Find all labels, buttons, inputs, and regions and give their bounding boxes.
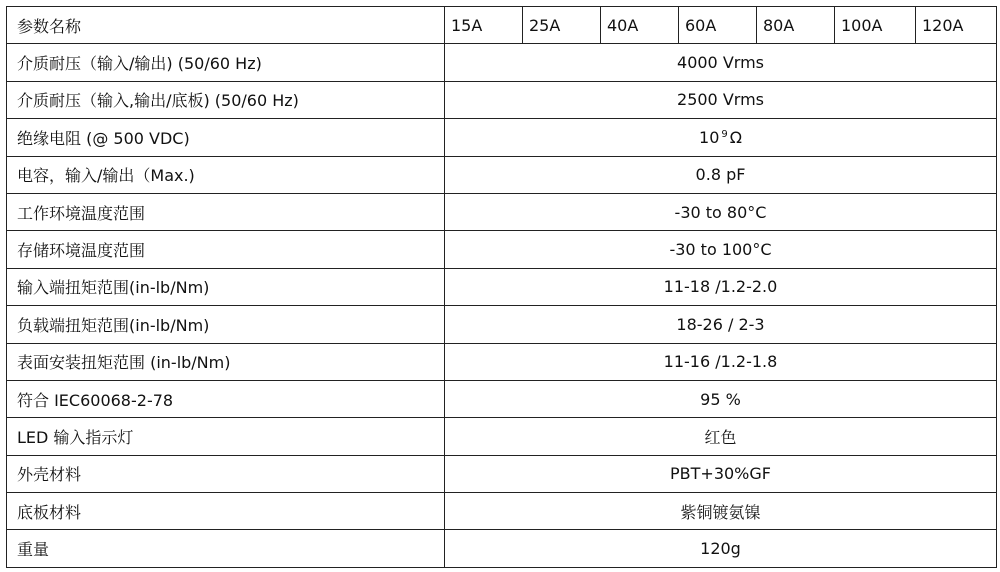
table-row — [7, 193, 997, 230]
header-current-60a: 60A — [679, 7, 757, 44]
table-row — [7, 455, 997, 492]
row-value: 11-18 /1.2-2.0 — [445, 268, 997, 305]
table-row — [7, 306, 997, 343]
table-row — [7, 493, 997, 530]
header-current-100a: 100A — [835, 7, 916, 44]
row-value: 11-16 /1.2-1.8 — [445, 343, 997, 380]
row-param: 介质耐压（输入,输出/底板) (50/60 Hz) — [7, 81, 445, 118]
row-param: 重量 — [7, 530, 445, 567]
table-row — [7, 156, 997, 193]
row-value: 2500 Vrms — [445, 81, 997, 118]
table-row — [7, 343, 997, 380]
row-value: 4000 Vrms — [445, 44, 997, 81]
table-row — [7, 119, 997, 156]
row-param: 电容，输入/输出（Max.) — [7, 156, 445, 193]
header-current-80a: 80A — [757, 7, 835, 44]
row-value: 95 % — [445, 380, 997, 417]
value-exponent: 9 — [721, 128, 728, 140]
table-row — [7, 231, 997, 268]
row-param: 工作环境温度范围 — [7, 193, 445, 230]
table-row — [7, 81, 997, 118]
value-base: 10 — [699, 127, 720, 147]
row-value: PBT+30%GF — [445, 455, 997, 492]
table-row — [7, 530, 997, 567]
spec-table — [6, 6, 997, 568]
row-param: 介质耐压（输入/输出) (50/60 Hz) — [7, 44, 445, 81]
row-value: 0.8 pF — [445, 156, 997, 193]
row-param: 外壳材料 — [7, 455, 445, 492]
row-value: 紫铜镀氨镍 — [445, 493, 997, 530]
row-param: 表面安装扭矩范围 (in-lb/Nm) — [7, 343, 445, 380]
header-param-label: 参数名称 — [7, 7, 445, 44]
header-current-15a: 15A — [445, 7, 523, 44]
value-unit: Ω — [729, 127, 742, 147]
row-param: 符合 IEC60068-2-78 — [7, 380, 445, 417]
header-current-40a: 40A — [601, 7, 679, 44]
row-param: 绝缘电阻 (@ 500 VDC) — [7, 119, 445, 156]
row-param: 输入端扭矩范围(in-lb/Nm) — [7, 268, 445, 305]
table-row — [7, 418, 997, 455]
header-current-120a: 120A — [916, 7, 997, 44]
row-value: -30 to 100°C — [445, 231, 997, 268]
row-value — [445, 119, 997, 156]
header-current-25a: 25A — [523, 7, 601, 44]
row-param: 存储环境温度范围 — [7, 231, 445, 268]
row-value: -30 to 80°C — [445, 193, 997, 230]
row-value: 120g — [445, 530, 997, 567]
table-row — [7, 44, 997, 81]
row-param: LED 输入指示灯 — [7, 418, 445, 455]
row-value: 红色 — [445, 418, 997, 455]
row-value: 18-26 / 2-3 — [445, 306, 997, 343]
table-row — [7, 268, 997, 305]
table-row — [7, 380, 997, 417]
row-param: 负载端扭矩范围(in-lb/Nm) — [7, 306, 445, 343]
row-param: 底板材料 — [7, 493, 445, 530]
header-row — [7, 7, 997, 44]
